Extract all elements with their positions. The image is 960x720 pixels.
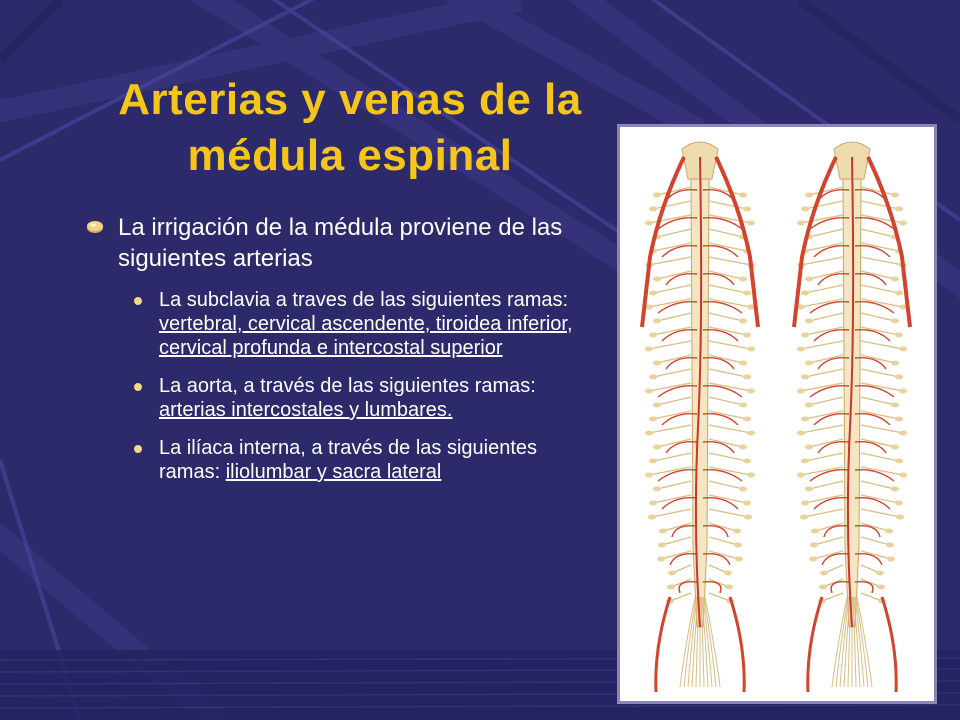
ganglion	[739, 403, 747, 408]
ganglion	[747, 347, 755, 352]
spinal-cord-vessels-illustration	[620, 127, 934, 701]
ganglion	[649, 375, 657, 380]
ganglion	[743, 501, 751, 506]
nerve-root	[801, 425, 843, 433]
radicular-artery	[679, 582, 697, 593]
ganglion	[739, 487, 747, 492]
nerve-root	[709, 285, 747, 293]
ganglion	[658, 543, 666, 548]
nerve-root	[809, 481, 843, 489]
ganglion	[747, 389, 755, 394]
ganglion	[747, 221, 755, 226]
ganglion	[743, 333, 751, 338]
ganglion	[743, 291, 751, 296]
ganglion	[739, 193, 747, 198]
ganglion	[739, 361, 747, 366]
ganglion	[899, 431, 907, 436]
ganglion	[734, 543, 742, 548]
nerve-root	[805, 369, 843, 377]
ganglion	[895, 501, 903, 506]
radicular-artery	[831, 582, 849, 593]
nerve-root	[814, 537, 843, 545]
ganglion	[805, 403, 813, 408]
ganglion	[653, 361, 661, 366]
radicular-artery	[855, 470, 894, 481]
ganglion	[649, 501, 657, 506]
intro-text: La irrigación de la médula proviene de las siguientes arterias	[118, 214, 563, 272]
intro-bullet	[80, 212, 600, 274]
dot-bullet-icon	[134, 297, 142, 305]
content-body	[80, 212, 600, 498]
nerve-root	[649, 341, 691, 349]
nerve-root	[861, 229, 895, 237]
ganglion	[801, 375, 809, 380]
ganglion	[659, 529, 667, 534]
nerve-root	[805, 201, 843, 209]
ganglion	[886, 543, 894, 548]
ganglion	[805, 193, 813, 198]
nerve-root	[649, 257, 691, 265]
ganglion	[649, 417, 657, 422]
radicular-artery	[810, 386, 849, 397]
iliac-artery	[656, 597, 670, 692]
nerve-root	[861, 509, 900, 517]
ganglion	[645, 431, 653, 436]
list-item	[80, 374, 600, 422]
radicular-artery	[658, 470, 697, 481]
ganglion	[895, 207, 903, 212]
nerve-root	[709, 229, 743, 237]
nerve-root	[804, 509, 843, 517]
item-branches: iliolumbar y sacra lateral	[225, 461, 442, 483]
ganglion	[891, 361, 899, 366]
nerve-root	[657, 397, 691, 405]
nerve-root	[861, 313, 895, 321]
ganglion	[819, 585, 827, 590]
nerve-root	[861, 425, 903, 433]
ganglion	[668, 571, 676, 576]
nerve-root	[709, 397, 743, 405]
ganglion	[653, 403, 661, 408]
slide-title: Arterias y venas de la médula espinal	[118, 75, 582, 180]
ganglion	[801, 207, 809, 212]
ganglion	[895, 333, 903, 338]
nerve-root	[662, 537, 691, 545]
radicular-artery	[703, 470, 742, 481]
dot-bullet-icon	[134, 445, 142, 453]
nerve-root	[861, 369, 899, 377]
nerve-root	[709, 425, 751, 433]
nerve-root	[709, 313, 743, 321]
ganglion	[895, 459, 903, 464]
nerve-root	[861, 453, 899, 461]
ganglion	[895, 291, 903, 296]
ganglion	[811, 529, 819, 534]
nerve-root	[653, 201, 691, 209]
nerve-root	[809, 229, 843, 237]
nerve-root	[861, 481, 895, 489]
ganglion	[649, 291, 657, 296]
nerve-root	[709, 453, 747, 461]
radicular-artery	[703, 582, 721, 593]
ganglion	[899, 473, 907, 478]
artery-list	[80, 288, 600, 484]
ganglion	[724, 571, 732, 576]
ganglion	[645, 347, 653, 352]
ganglion	[735, 557, 743, 562]
ganglion	[739, 319, 747, 324]
ganglion	[801, 417, 809, 422]
ganglion	[653, 193, 661, 198]
item-lead: La subclavia a traves de las siguientes ramas:	[159, 289, 569, 311]
nerve-root	[653, 285, 691, 293]
ganglion	[747, 473, 755, 478]
ganglion	[885, 529, 893, 534]
ganglion	[733, 529, 741, 534]
ganglion	[810, 543, 818, 548]
ganglion	[739, 277, 747, 282]
iliac-artery	[808, 597, 822, 692]
ganglion	[743, 459, 751, 464]
nerve-root	[709, 509, 748, 517]
ganglion	[645, 473, 653, 478]
ganglion	[649, 459, 657, 464]
ganglion	[747, 431, 755, 436]
iliac-artery	[730, 597, 744, 692]
ganglion	[801, 501, 809, 506]
radicular-artery	[658, 386, 697, 397]
nerve-root	[861, 397, 895, 405]
nerve-root	[809, 313, 843, 321]
ganglion	[653, 319, 661, 324]
ganglion	[805, 361, 813, 366]
nerve-root	[657, 229, 691, 237]
ganglion	[809, 557, 817, 562]
ganglion	[887, 557, 895, 562]
item-branches: vertebral, cervical ascendente, tiroidea inferior, cervical profunda e intercostal superior	[159, 313, 573, 359]
radicular-artery	[703, 302, 742, 313]
nerve-root	[709, 481, 743, 489]
nerve-root	[709, 341, 751, 349]
ganglion	[896, 515, 904, 520]
ganglion	[805, 319, 813, 324]
ganglion	[649, 333, 657, 338]
ganglion	[657, 557, 665, 562]
ganglion	[801, 291, 809, 296]
ganglion	[797, 473, 805, 478]
list-item	[80, 288, 600, 360]
ganglion	[891, 487, 899, 492]
ganglion	[891, 277, 899, 282]
ganglion	[876, 571, 884, 576]
ganglion	[797, 347, 805, 352]
nerve-root	[801, 341, 843, 349]
ganglion	[743, 417, 751, 422]
list-item	[80, 436, 600, 484]
ganglion	[744, 515, 752, 520]
nerve-root	[809, 397, 843, 405]
ganglion	[891, 445, 899, 450]
ganglion	[645, 389, 653, 394]
nerve-root	[709, 257, 751, 265]
nerve-root	[657, 481, 691, 489]
nerve-root	[861, 257, 903, 265]
nerve-root	[861, 201, 899, 209]
nerve-root	[861, 341, 903, 349]
ganglion	[800, 515, 808, 520]
nerve-root	[805, 453, 843, 461]
dot-bullet-icon	[134, 383, 142, 391]
ganglion	[797, 389, 805, 394]
ganglion	[805, 277, 813, 282]
nerve-root	[653, 453, 691, 461]
ganglion	[895, 375, 903, 380]
ganglion	[653, 277, 661, 282]
ganglion	[877, 585, 885, 590]
ganglion	[899, 221, 907, 226]
radicular-artery	[658, 302, 697, 313]
nerve-root	[709, 537, 738, 545]
figure-frame	[617, 124, 937, 704]
ganglion	[891, 403, 899, 408]
ganglion	[797, 431, 805, 436]
ganglion	[743, 375, 751, 380]
ganglion	[645, 221, 653, 226]
disc-bullet-icon	[86, 220, 104, 234]
nerve-root	[801, 257, 843, 265]
ganglion	[649, 207, 657, 212]
nerve-root	[649, 425, 691, 433]
nerve-root	[709, 369, 747, 377]
ganglion	[899, 389, 907, 394]
item-lead: La ilíaca interna, a través de las siguientes ramas:	[159, 437, 537, 483]
ganglion	[805, 487, 813, 492]
nerve-root	[657, 313, 691, 321]
radicular-artery	[703, 386, 742, 397]
ganglion	[820, 571, 828, 576]
ganglion	[725, 585, 733, 590]
radicular-artery	[855, 386, 894, 397]
nerve-root	[653, 369, 691, 377]
ganglion	[805, 445, 813, 450]
nerve-root	[861, 285, 899, 293]
radicular-artery	[810, 302, 849, 313]
radicular-artery	[855, 302, 894, 313]
ganglion	[801, 333, 809, 338]
iliac-artery	[882, 597, 896, 692]
ganglion	[801, 459, 809, 464]
ganglion	[739, 445, 747, 450]
nerve-root	[861, 537, 890, 545]
ganglion	[899, 347, 907, 352]
ganglion	[895, 417, 903, 422]
ganglion	[653, 487, 661, 492]
ganglion	[797, 221, 805, 226]
nerve-root	[652, 509, 691, 517]
ganglion	[648, 515, 656, 520]
ganglion	[891, 319, 899, 324]
item-branches: arterias intercostales y lumbares.	[159, 399, 453, 421]
ganglion	[891, 193, 899, 198]
ganglion	[667, 585, 675, 590]
ganglion	[653, 445, 661, 450]
radicular-artery	[855, 582, 873, 593]
ganglion	[743, 207, 751, 212]
radicular-artery	[810, 470, 849, 481]
item-lead: La aorta, a través de las siguientes ramas:	[159, 375, 536, 397]
nerve-root	[805, 285, 843, 293]
nerve-root	[709, 201, 747, 209]
